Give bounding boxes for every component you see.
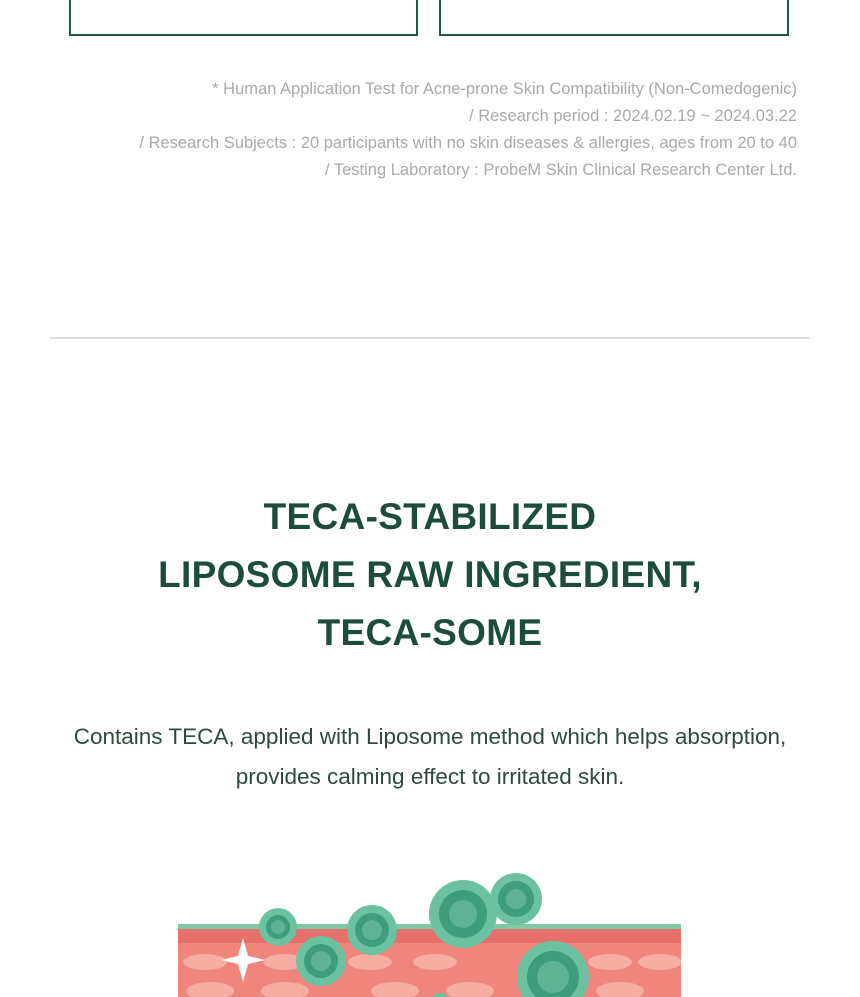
headline-line-2: LIPOSOME RAW INGREDIENT, [158, 554, 702, 595]
liposome-bubble [259, 908, 297, 946]
result-card-right [439, 0, 789, 36]
section-description [0, 717, 860, 797]
test-note-title: * Human Application Test for Acne-prone Skin Compatibility (Non-Comedogenic) [212, 80, 797, 98]
liposome-bubble [347, 905, 397, 955]
test-notes [37, 76, 797, 184]
section-divider [50, 337, 809, 339]
liposome-bubble [296, 936, 346, 986]
description-line-2: provides calming effect to irritated skin. [235, 764, 625, 789]
test-note-laboratory: / Testing Laboratory : ProbeM Skin Clinical Research Center Ltd. [324, 161, 797, 179]
liposome-skin-illustration [0, 850, 860, 997]
headline-line-1: TECA-STABILIZED [263, 496, 597, 537]
liposome-bubble [490, 873, 542, 925]
test-note-subjects: / Research Subjects : 20 participants with no skin diseases & allergies, ages from 20 to 40 [139, 134, 797, 152]
result-card-left [69, 0, 418, 36]
headline-line-3: TECA-SOME [317, 612, 543, 653]
description-line-1: Contains TECA, applied with Liposome method which helps absorption, [73, 724, 787, 749]
section-headline [0, 488, 860, 662]
liposome-bubble [429, 880, 497, 948]
test-note-period: / Research period : 2024.02.19 ~ 2024.03.22 [469, 107, 797, 125]
